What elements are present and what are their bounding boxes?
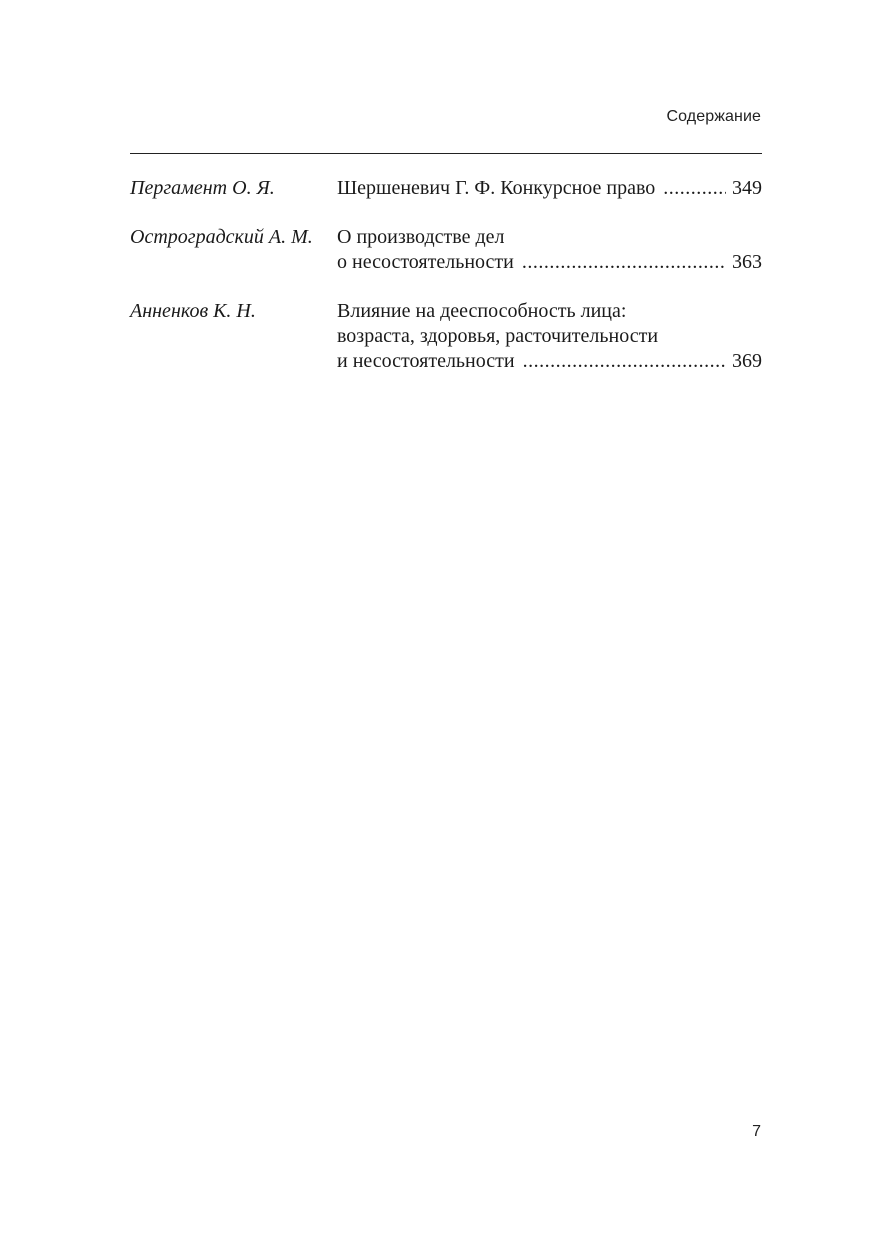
table-of-contents xyxy=(130,176,762,398)
toc-author: Остроградский А. М. xyxy=(130,226,313,248)
toc-title-text: Шершеневич Г. Ф. Конкурсное право xyxy=(337,177,656,199)
toc-title-line: Влияние на дееспособность лица: xyxy=(337,300,627,322)
toc-title-text: и несостоятельности xyxy=(337,350,515,372)
toc-title-block xyxy=(337,176,762,201)
toc-title-line xyxy=(337,176,762,201)
dot-leader xyxy=(523,349,726,374)
toc-title-line: возраста, здоровья, расточительности xyxy=(337,325,659,347)
toc-title-text: о несостоятельности xyxy=(337,251,514,273)
header-rule xyxy=(130,153,762,154)
page-number: 7 xyxy=(752,1123,761,1140)
toc-title-block xyxy=(337,225,762,275)
dot-leader xyxy=(522,250,726,275)
dot-leader xyxy=(663,176,726,201)
toc-entry[interactable] xyxy=(130,176,762,201)
running-head-title: Содержание xyxy=(666,108,761,125)
toc-author: Анненков К. Н. xyxy=(130,300,256,322)
toc-page-number: 349 xyxy=(732,177,762,199)
toc-author: Пергамент О. Я. xyxy=(130,177,275,199)
toc-page-number: 369 xyxy=(732,350,762,372)
toc-entry[interactable] xyxy=(130,299,762,374)
toc-title-line xyxy=(337,250,762,275)
toc-title-line: О производстве дел xyxy=(337,226,505,248)
toc-entry[interactable] xyxy=(130,225,762,275)
toc-page-number: 363 xyxy=(732,251,762,273)
toc-title-block xyxy=(337,299,762,374)
toc-title-line xyxy=(337,349,762,374)
